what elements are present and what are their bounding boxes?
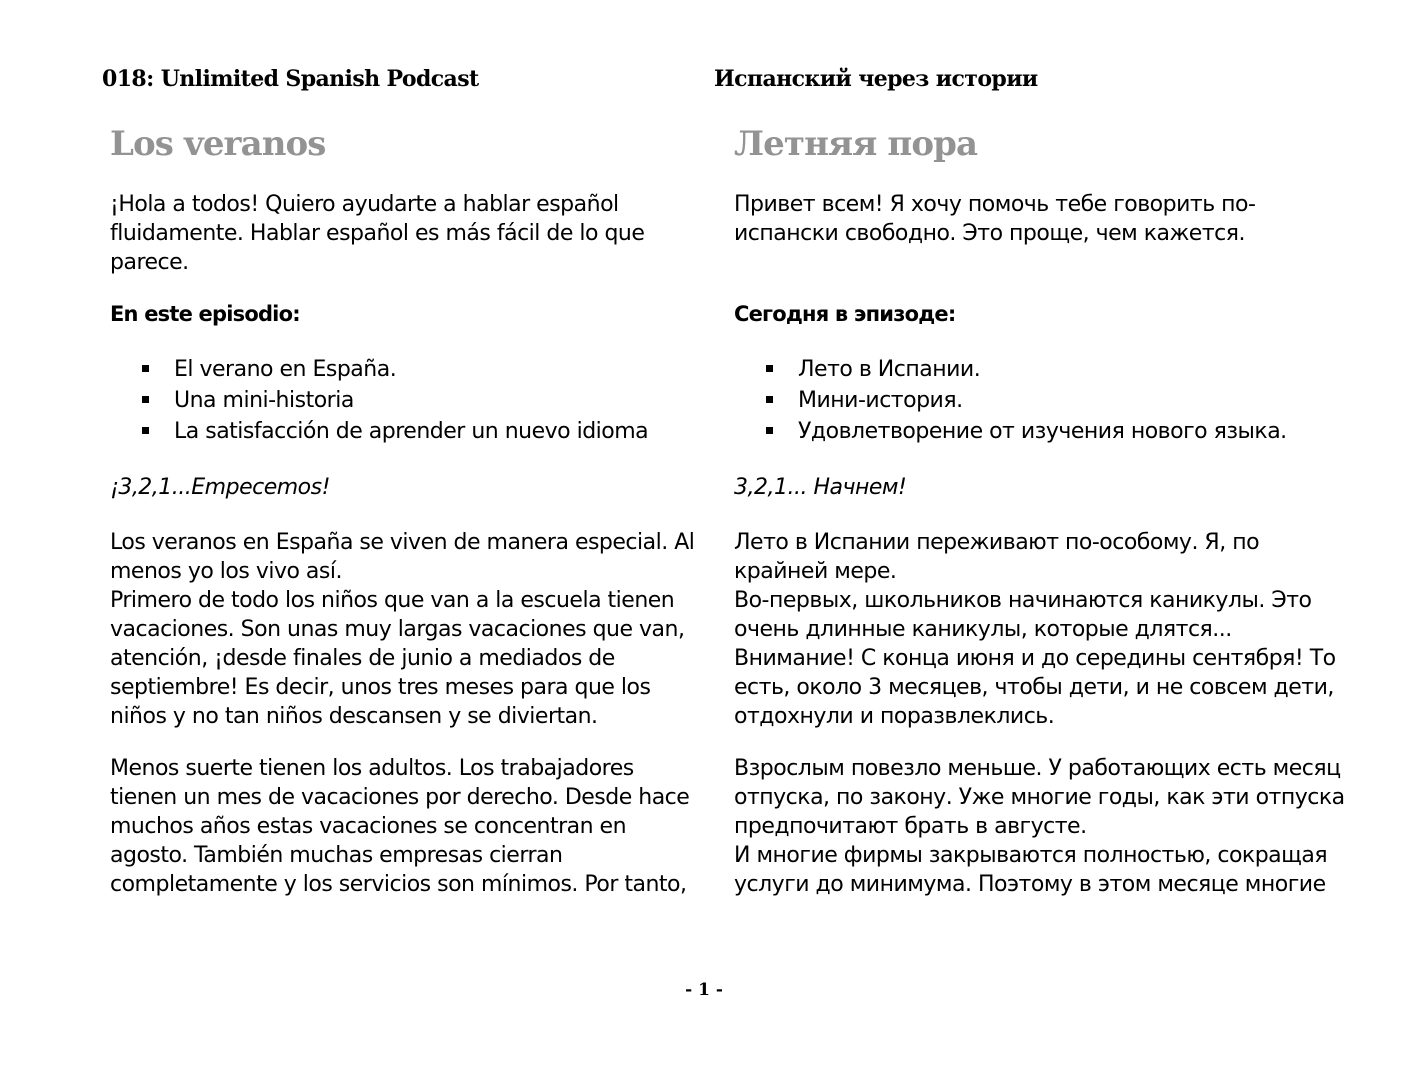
bullet-square-icon bbox=[142, 396, 149, 403]
text-line: услуги до минимума. Поэтому в этом месяце многие bbox=[734, 872, 1326, 897]
bullet-square-icon bbox=[766, 396, 773, 403]
list-item-text: Una mini-historia bbox=[174, 388, 354, 413]
text-line: menos yo los vivo así. bbox=[110, 559, 342, 584]
text-line: Лето в Испании переживают по-особому. Я, по bbox=[734, 530, 1260, 555]
bullet-square-icon bbox=[766, 427, 773, 434]
bullet-square-icon bbox=[766, 365, 773, 372]
text-line: atención, ¡desde finales de junio a mediados de bbox=[110, 646, 615, 671]
russian-title: Летняя пора bbox=[734, 124, 978, 164]
spanish-column bbox=[110, 118, 710, 899]
russian-topic-list bbox=[734, 354, 1344, 447]
list-item-text: Лето в Испании. bbox=[798, 357, 981, 382]
text-line: крайней мере. bbox=[734, 559, 897, 584]
text-line: Взрослым повезло меньше. У работающих есть месяц bbox=[734, 756, 1341, 781]
text-line: Primero de todo los niños que van a la escuela tienen bbox=[110, 588, 675, 613]
spanish-topic-list bbox=[110, 354, 710, 447]
russian-paragraph-1 bbox=[734, 528, 1344, 731]
text-line: есть, около 3 месяцев, чтобы дети, и не совсем дети, bbox=[734, 675, 1334, 700]
text-line: parece. bbox=[110, 250, 189, 275]
text-line: отдохнули и поразвлеклись. bbox=[734, 704, 1055, 729]
list-item bbox=[766, 416, 1344, 447]
russian-intro bbox=[734, 190, 1344, 277]
text-line: septiembre! Es decir, unos tres meses para que los bbox=[110, 675, 651, 700]
spanish-paragraph-1 bbox=[110, 528, 710, 731]
russian-column bbox=[734, 118, 1344, 899]
russian-start-line: 3,2,1... Начнем! bbox=[734, 475, 907, 500]
text-line: Menos suerte tienen los adultos. Los trabajadores bbox=[110, 756, 634, 781]
bullet-square-icon bbox=[142, 365, 149, 372]
header-right-title: Испанский через истории bbox=[714, 66, 1038, 92]
text-line: niños y no tan niños descansen y se diviertan. bbox=[110, 704, 598, 729]
spanish-intro bbox=[110, 190, 710, 277]
list-item-text: Удовлетворение от изучения нового языка. bbox=[798, 419, 1287, 444]
text-line: Внимание! С конца июня и до середины сентября! То bbox=[734, 646, 1336, 671]
text-line: очень длинные каникулы, которые длятся... bbox=[734, 617, 1232, 642]
spanish-title: Los veranos bbox=[110, 124, 326, 164]
text-line: muchos años estas vacaciones se concentran en bbox=[110, 814, 627, 839]
text-line: отпуска, по закону. Уже многие годы, как эти отпуска bbox=[734, 785, 1345, 810]
list-item bbox=[766, 354, 1344, 385]
text-line: vacaciones. Son unas muy largas vacaciones que van, bbox=[110, 617, 685, 642]
list-item-text: La satisfacción de aprender un nuevo idioma bbox=[174, 419, 649, 444]
text-line: испански свободно. Это проще, чем кажется. bbox=[734, 221, 1245, 246]
page-number: - 1 - bbox=[685, 980, 723, 1000]
list-item-text: Мини-история. bbox=[798, 388, 963, 413]
text-line: Los veranos en España se viven de manera especial. Al bbox=[110, 530, 695, 555]
text-line: предпочитают брать в августе. bbox=[734, 814, 1087, 839]
text-line: ¡Hola a todos! Quiero ayudarte a hablar español bbox=[110, 192, 619, 217]
list-item bbox=[766, 385, 1344, 416]
russian-paragraph-2 bbox=[734, 754, 1344, 899]
spanish-start-line: ¡3,2,1...Empecemos! bbox=[110, 475, 330, 500]
list-item bbox=[142, 416, 710, 447]
russian-episode-heading: Сегодня в эпизоде: bbox=[734, 302, 956, 326]
text-line: agosto. También muchas empresas cierran bbox=[110, 843, 563, 868]
header-left-title: 018: Unlimited Spanish Podcast bbox=[102, 66, 479, 92]
text-line: Во-первых, школьников начинаются каникулы. Это bbox=[734, 588, 1312, 613]
list-item-text: El verano en España. bbox=[174, 357, 397, 382]
list-item bbox=[142, 385, 710, 416]
list-item bbox=[142, 354, 710, 385]
bullet-square-icon bbox=[142, 427, 149, 434]
spanish-episode-heading: En este episodio: bbox=[110, 302, 300, 326]
text-line: tienen un mes de vacaciones por derecho. Desde hace bbox=[110, 785, 690, 810]
text-line: Привет всем! Я хочу помочь тебе говорить по- bbox=[734, 192, 1256, 217]
text-line: completamente y los servicios son mínimos. Por tanto, bbox=[110, 872, 687, 897]
spanish-paragraph-2 bbox=[110, 754, 710, 899]
text-line: И многие фирмы закрываются полностью, сокращая bbox=[734, 843, 1328, 868]
text-line: fluidamente. Hablar español es más fácil de lo que bbox=[110, 221, 645, 246]
